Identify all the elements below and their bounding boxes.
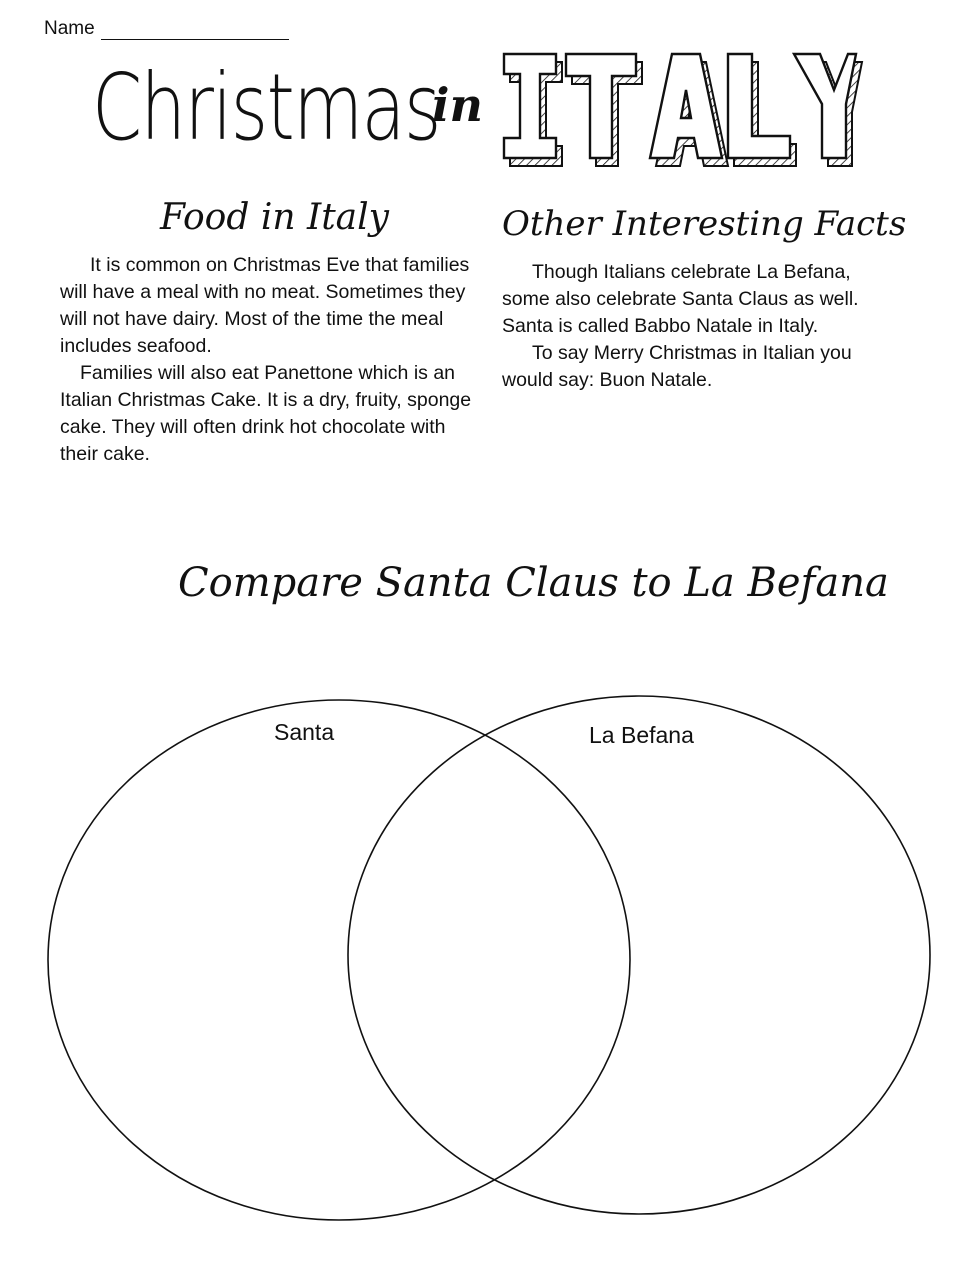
facts-paragraph-2: To say Merry Christmas in Italian you would say: Buon Natale. — [502, 342, 852, 391]
facts-text — [502, 259, 882, 394]
worksheet-title — [0, 0, 979, 180]
venn-label-santa: Santa — [274, 719, 335, 745]
title-in: in — [432, 78, 483, 132]
venn-circle-befana[interactable] — [348, 696, 930, 1214]
facts-paragraph-1: Though Italians celebrate La Befana, some also celebrate Santa Claus as well. Santa is called Babbo Natale in Italy. — [502, 261, 859, 337]
food-paragraph-2: Families will also eat Panettone which is an Italian Christmas Cake. It is a dry, fruity, sponge cake. They will often drink hot chocolate with their cake. — [60, 362, 472, 465]
food-heading: Food in Italy — [160, 197, 389, 238]
name-label: Name — [44, 18, 95, 39]
food-paragraph-1: It is common on Christmas Eve that families will have a meal with no meat. Sometimes they will not have dairy. Most of the time the meal includes seafood. — [60, 254, 470, 357]
title-christmas: Christmas — [92, 54, 440, 161]
facts-heading: Other Interesting Facts — [502, 204, 907, 244]
venn-diagram[interactable] — [0, 680, 979, 1240]
title-italy — [500, 50, 870, 170]
venn-label-befana: La Befana — [589, 722, 694, 748]
venn-circle-santa[interactable] — [48, 700, 630, 1220]
food-text — [60, 252, 480, 468]
compare-heading: Compare Santa Claus to La Befana — [178, 560, 889, 606]
